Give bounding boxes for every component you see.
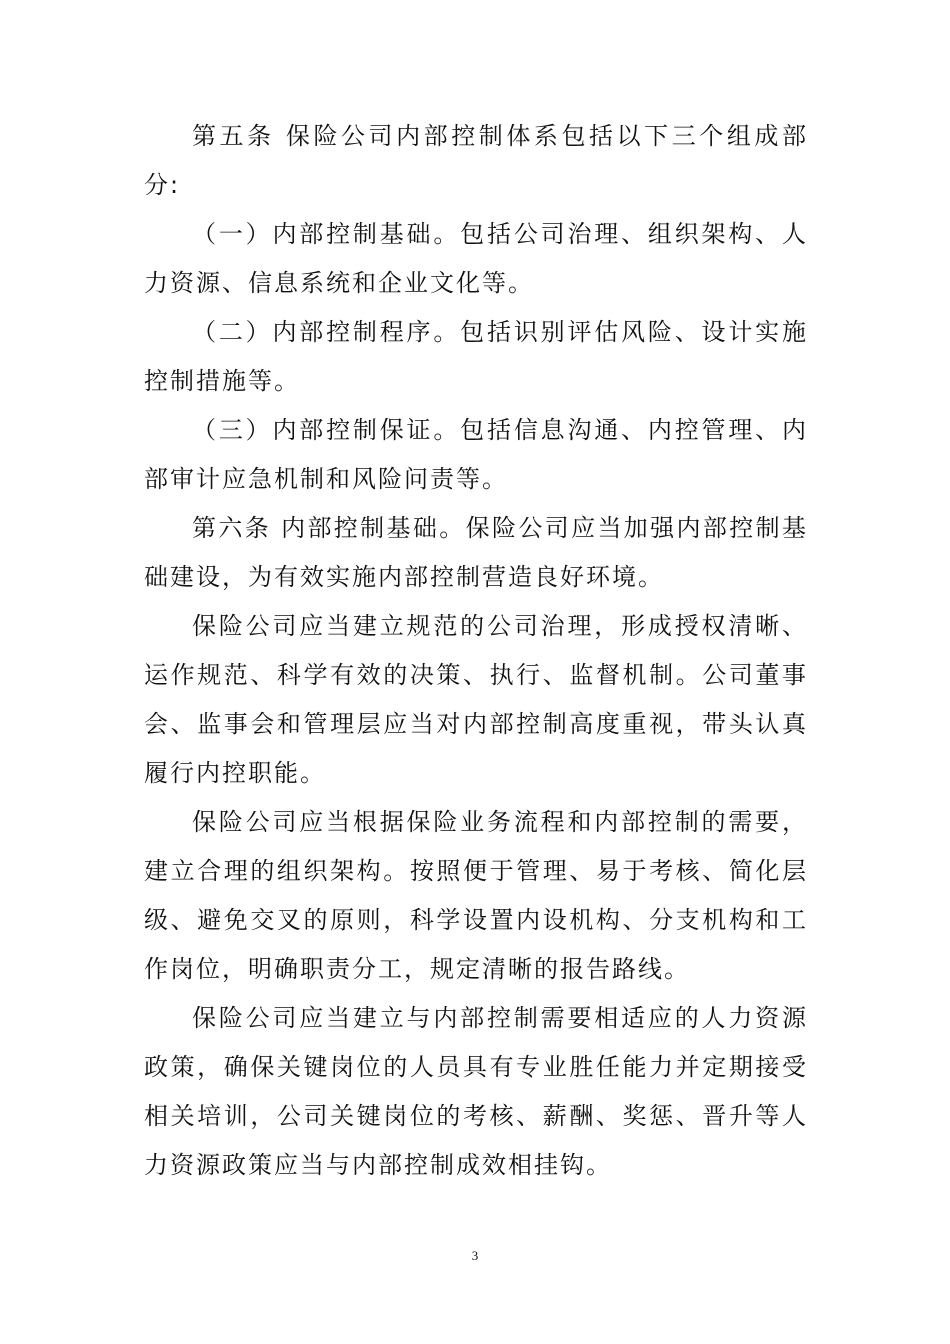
paragraph-item-3: （三）内部控制保证。包括信息沟通、内控管理、内部审计应急机制和风险问责等。 <box>144 416 808 493</box>
paragraph-item-1: （一）内部控制基础。包括公司治理、组织架构、人力资源、信息系统和企业文化等。 <box>144 220 808 297</box>
page-number: 3 <box>471 1248 479 1263</box>
paragraph-governance: 保险公司应当建立规范的公司治理，形成授权清晰、运作规范、科学有效的决策、执行、监督机制。公司董事会、监事会和管理层应当对内部控制高度重视，带头认真履行内控职能。 <box>144 612 808 787</box>
paragraph-article-5: 第五条 保险公司内部控制体系包括以下三个组成部分: <box>144 122 808 199</box>
paragraph-article-6: 第六条 内部控制基础。保险公司应当加强内部控制基础建设，为有效实施内部控制营造良好环境。 <box>144 514 808 591</box>
paragraph-item-2: （二）内部控制程序。包括识别评估风险、设计实施控制措施等。 <box>144 318 808 395</box>
paragraph-organization: 保险公司应当根据保险业务流程和内部控制的需要，建立合理的组织架构。按照便于管理、易于考核、简化层级、避免交叉的原则，科学设置内设机构、分支机构和工作岗位，明确职责分工，规定清晰的报告路线。 <box>144 808 808 983</box>
document-body <box>144 112 808 1190</box>
paragraph-human-resources: 保险公司应当建立与内部控制需要相适应的人力资源政策，确保关键岗位的人员具有专业胜任能力并定期接受相关培训，公司关键岗位的考核、薪酬、奖惩、晋升等人力资源政策应当与内部控制成效相挂钩。 <box>144 1004 808 1179</box>
